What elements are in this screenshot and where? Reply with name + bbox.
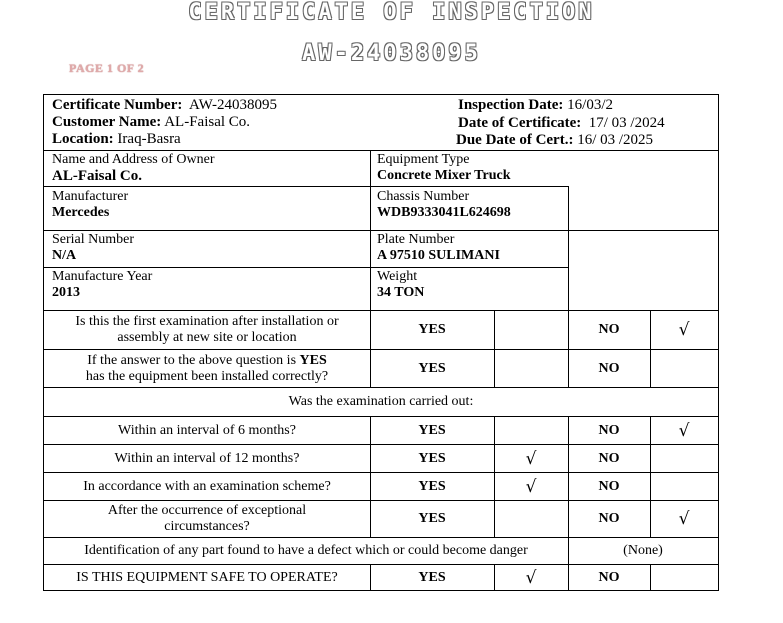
no-label: NO — [598, 322, 620, 337]
equipment-type-field — [377, 152, 707, 184]
plate-label: Plate Number — [377, 232, 455, 247]
certificate-code-title: AW-24038095 — [302, 41, 481, 66]
yes-label: YES — [418, 478, 446, 494]
question-installed-correctly — [44, 350, 370, 387]
divider — [44, 186, 568, 187]
chassis-field — [377, 189, 567, 221]
safe-to-operate-label: IS THIS EQUIPMENT SAFE TO OPERATE? — [76, 570, 338, 585]
question-text: assembly at new site or location — [117, 330, 297, 345]
yes-label: YES — [418, 511, 446, 526]
question-exam-scheme: In accordance with an examination scheme? — [83, 478, 331, 494]
serial-label: Serial Number — [52, 232, 135, 247]
weight-field — [377, 269, 567, 301]
question-text: has the equipment been installed correctly? — [85, 368, 329, 384]
check-mark-icon: √ — [525, 476, 537, 497]
yes-label: YES — [418, 422, 446, 438]
date-of-cert-label: Date of Certificate: — [458, 115, 582, 131]
due-date-row — [456, 132, 718, 149]
question-emphasis: YES — [299, 352, 327, 368]
divider — [44, 230, 718, 231]
customer-value: AL-Faisal Co. — [164, 114, 251, 130]
location-row — [52, 131, 452, 148]
cert-number-value: AW-24038095 — [189, 97, 278, 113]
serial-field — [52, 232, 367, 264]
document-title: CERTIFICATE OF INSPECTION — [188, 0, 595, 25]
year-label: Manufacture Year — [52, 269, 153, 284]
inspection-date-row — [458, 97, 718, 114]
year-field — [52, 269, 367, 301]
owner-field — [52, 152, 367, 184]
manufacturer-field — [52, 189, 367, 221]
weight-value: 34 TON — [377, 285, 425, 300]
owner-value: AL-Faisal Co. — [52, 168, 142, 184]
check-mark-icon: √ — [678, 320, 690, 340]
due-date-value: 16/ 03 /2025 — [577, 132, 654, 148]
defect-label: Identification of any part found to have a defect which or could become danger — [84, 543, 528, 558]
due-date-label: Due Date of Cert.: — [456, 132, 574, 148]
yes-label: YES — [418, 450, 446, 466]
question-first-exam — [44, 311, 370, 349]
no-label: NO — [598, 450, 620, 466]
manufacturer-label: Manufacturer — [52, 189, 129, 204]
chassis-value: WDB9333041L624698 — [377, 205, 511, 220]
inspection-date-label: Inspection Date: — [458, 97, 564, 113]
serial-value: N/A — [52, 248, 77, 263]
yes-label: YES — [418, 570, 446, 585]
question-text: If the answer to the above question is — [87, 352, 300, 368]
plate-field — [377, 232, 567, 264]
yes-label: YES — [418, 322, 446, 337]
no-label: NO — [598, 511, 620, 526]
divider — [370, 150, 371, 310]
manufacturer-value: Mercedes — [52, 205, 110, 220]
customer-label: Customer Name: — [52, 114, 162, 130]
question-text: Is this the first examination after installation or — [75, 314, 339, 329]
check-mark-icon: √ — [525, 448, 537, 469]
divider — [494, 310, 495, 387]
equipment-type-value: Concrete Mixer Truck — [377, 168, 511, 183]
no-label: NO — [598, 478, 620, 494]
certificate-table — [43, 94, 719, 591]
check-mark-icon: √ — [525, 568, 537, 588]
cert-number-row — [52, 97, 452, 114]
question-6-months: Within an interval of 6 months? — [118, 422, 296, 438]
divider — [44, 267, 568, 268]
divider — [568, 186, 569, 310]
plate-value: A 97510 SULIMANI — [377, 248, 500, 263]
equipment-type-label: Equipment Type — [377, 152, 470, 167]
page-number: PAGE 1 OF 2 — [69, 61, 145, 75]
cert-number-label: Certificate Number: — [52, 97, 183, 113]
no-label: NO — [598, 570, 620, 585]
exam-section-header: Was the examination carried out: — [288, 394, 474, 409]
customer-row — [52, 114, 452, 131]
chassis-label: Chassis Number — [377, 189, 470, 204]
defect-value: (None) — [623, 543, 663, 558]
check-mark-icon: √ — [678, 420, 690, 441]
weight-label: Weight — [377, 269, 418, 284]
divider — [44, 150, 718, 151]
yes-label: YES — [418, 360, 446, 376]
date-of-cert-value: 17/ 03 /2024 — [588, 115, 665, 131]
location-label: Location: — [52, 131, 114, 147]
date-of-cert-row — [458, 115, 718, 132]
owner-label: Name and Address of Owner — [52, 152, 215, 167]
no-label: NO — [598, 360, 620, 376]
question-text: After the occurrence of exceptional — [107, 503, 307, 518]
question-12-months: Within an interval of 12 months? — [114, 450, 300, 466]
year-value: 2013 — [52, 285, 80, 300]
question-exceptional — [44, 501, 370, 537]
divider — [650, 564, 651, 591]
question-text: circumstances? — [164, 519, 250, 534]
check-mark-icon: √ — [678, 509, 690, 529]
inspection-date-value: 16/03/2 — [567, 97, 614, 113]
no-label: NO — [598, 422, 620, 438]
location-value: Iraq-Basra — [117, 131, 181, 147]
